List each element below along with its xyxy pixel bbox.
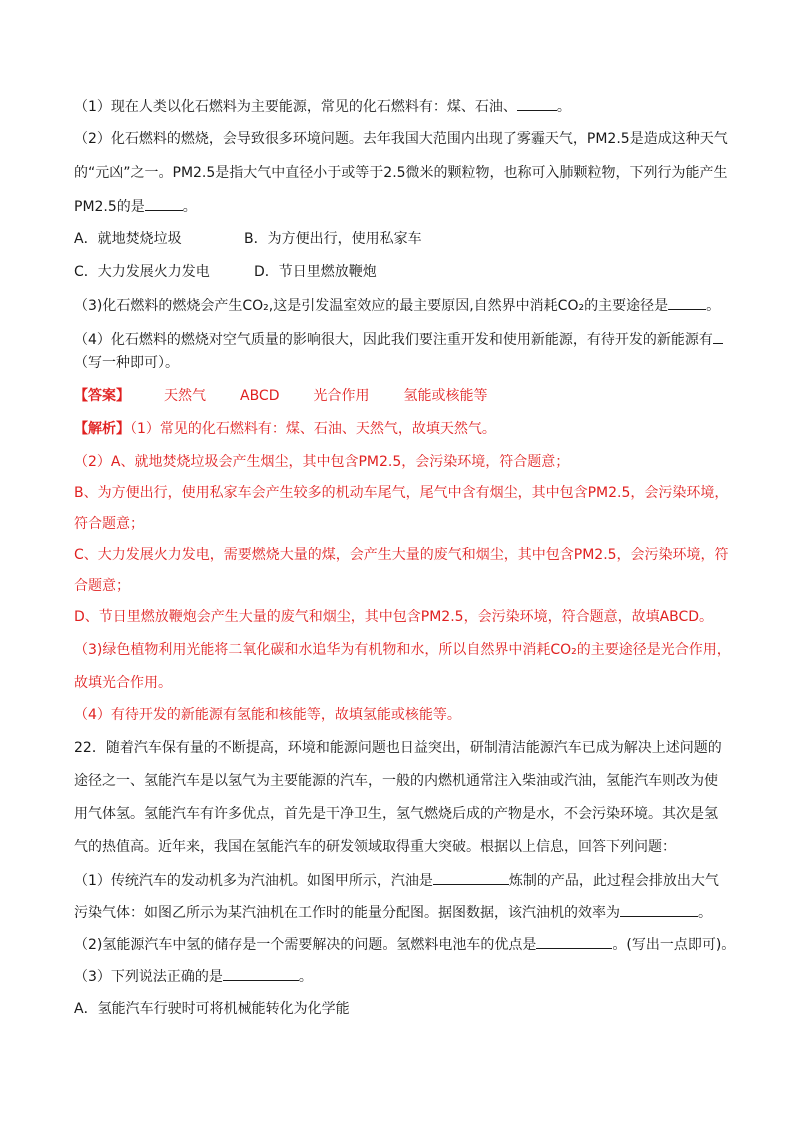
q21-part3-end: 。 — [706, 298, 721, 314]
q22-part1-text-end: 炼制的产品，此过程会排放出大气 — [508, 873, 719, 889]
q21-part2-text: PM2.5的是 — [74, 199, 145, 215]
analysis-line: C、大力发展火力发电，需要燃烧大量的煤，会产生大量的废气和烟尘，其中包含PM2.5，会污染环境，符 — [74, 547, 729, 563]
q22-part1-line1 — [74, 870, 719, 891]
answer-item: 光合作用 — [313, 388, 370, 404]
analysis-line: （3)绿色植物利用光能将二氧化碳和水追华为有机物和水，所以自然界中消耗CO₂的主要途径是光合作用， — [74, 642, 731, 658]
q21-part1-text: （1）现在人类以化石燃料为主要能源，常见的化石燃料有：煤、石油、 — [74, 99, 517, 115]
q22-part1-line2 — [74, 902, 712, 923]
q22-part3-line — [74, 966, 313, 987]
q22-intro-line: 22．随着汽车保有量的不断提高，环境和能源问题也日益突出，研制清洁能源汽车已成为解决上述问题的 — [74, 740, 722, 756]
answer-blank — [536, 934, 612, 949]
q21-options-cd — [74, 262, 377, 282]
answer-line — [74, 386, 488, 406]
q22-part1-text: （1）传统汽车的发动机多为汽油机。如图甲所示，汽油是 — [74, 873, 433, 889]
answer-item: ABCD — [240, 388, 280, 404]
answer-blank — [223, 966, 299, 981]
q22-intro-line: 气的热值高。近年来，我国在氢能汽车的研发领域取得重大突破。根据以上信息，回答下列问题： — [74, 839, 676, 855]
analysis-label: 【解析】 — [74, 421, 130, 437]
q22-part1-text2: 污染气体：如图乙所示为某汽油机在工作时的能量分配图。据图数据，该汽油机的效率为 — [74, 905, 620, 921]
q22-part3-end: 。 — [298, 969, 313, 985]
option-c: C．大力发展火力发电 — [74, 264, 210, 280]
answer-item: 天然气 — [164, 388, 206, 404]
analysis-line: B、为方便出行，使用私家车会产生较多的机动车尾气，尾气中含有烟尘，其中包含PM2.5，会污染环境， — [74, 485, 729, 501]
answer-blank — [145, 196, 183, 211]
q21-part2-end: 。 — [182, 199, 197, 215]
analysis-line: D、节日里燃放鞭炮会产生大量的废气和烟尘，其中包含PM2.5，会污染环境，符合题意，故填ABCD。 — [74, 609, 714, 625]
analysis-line — [74, 419, 496, 439]
q21-part3-text: （3)化石燃料的燃烧会产生CO₂,这是引发温室效应的最主要原因,自然界中消耗CO₂的主要途径是 — [74, 298, 669, 314]
option-a: A．就地焚烧垃圾 — [74, 231, 182, 247]
answer-item: 氢能或核能等 — [403, 388, 488, 404]
answer-blank — [620, 902, 698, 917]
answer-blank — [668, 295, 706, 310]
q22-intro-line: 途径之一、氢能汽车是以氢气为主要能源的汽车，一般的内燃机通常注入柴油或汽油，氢能汽车则改为使 — [74, 773, 718, 789]
analysis-line: 合题意； — [74, 578, 130, 594]
answer-label: 【答案】 — [74, 388, 130, 404]
q21-part1-line — [74, 96, 571, 117]
analysis-line: （2）A、就地焚烧垃圾会产生烟尘，其中包含PM2.5，会污染环境，符合题意； — [74, 454, 570, 470]
q22-intro-line: 用气体氢。氢能汽车有许多优点，首先是干净卫生，氢气燃烧后成的产物是水，不会污染环境。其次是氢 — [74, 806, 718, 822]
q21-part3-line — [74, 295, 720, 316]
q21-part1-end: 。 — [556, 99, 571, 115]
q22-option-a: A．氢能汽车行驶时可将机械能转化为化学能 — [74, 1001, 350, 1017]
answer-blank — [713, 329, 723, 344]
q21-part4-text: （4）化石燃料的燃烧对空气质量的影响很大，因此我们要注重开发和使用新能源，有待开发的新能源有 — [74, 332, 713, 348]
q22-part3-text: （3）下列说法正确的是 — [74, 969, 223, 985]
q21-part4-line1 — [74, 329, 723, 350]
q22-part2-end: 。(写出一点即可)。 — [612, 937, 736, 953]
q21-part2-line1: （2）化石燃料的燃烧，会导致很多环境问题。去年我国大范围内出现了雾霾天气，PM2.5是造成这种天气 — [74, 131, 728, 147]
analysis-line: （4）有待开发的新能源有氢能和核能等，故填氢能或核能等。 — [74, 707, 461, 723]
q22-part2-text: （2)氢能源汽车中氢的储存是一个需要解决的问题。氢燃料电池车的优点是 — [74, 937, 537, 953]
option-b: B．为方便出行，使用私家车 — [244, 231, 422, 247]
analysis-text: （1）常见的化石燃料有：煤、石油、天然气，故填天然气。 — [130, 421, 496, 437]
q22-part2-line — [74, 934, 735, 955]
q22-part1-end: 。 — [698, 905, 712, 921]
answer-blank — [517, 96, 557, 111]
q21-part2-line2: 的“元凶”之一。PM2.5是指大气中直径小于或等于2.5微米的颗粒物，也称可入肺颗粒物，下列行为能产生 — [74, 165, 728, 181]
q21-options-ab — [74, 229, 422, 249]
q21-part4-line2: （写一种即可）。 — [74, 355, 179, 371]
answer-blank — [433, 870, 509, 885]
analysis-line: 符合题意； — [74, 516, 144, 532]
q21-part2-line3 — [74, 196, 197, 217]
analysis-line: 故填光合作用。 — [74, 675, 172, 691]
option-d: D．节日里燃放鞭炮 — [254, 264, 377, 280]
